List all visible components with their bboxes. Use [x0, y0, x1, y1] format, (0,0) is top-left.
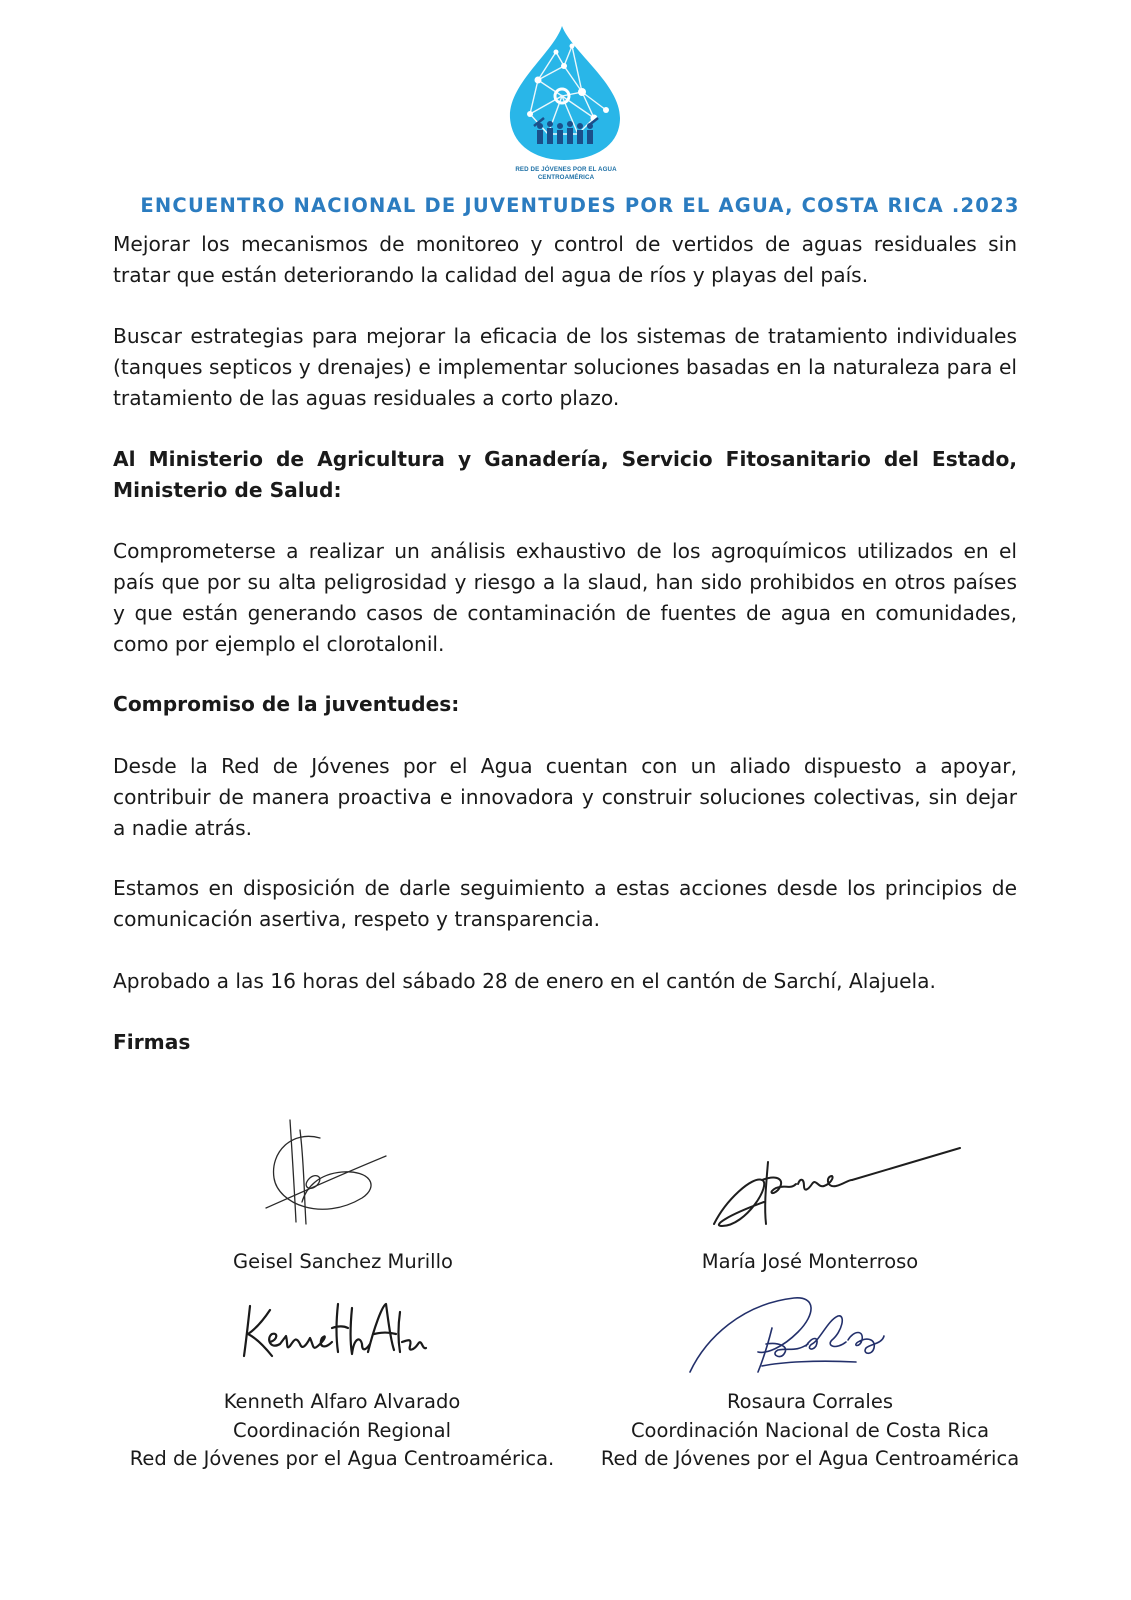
paragraph-line: Estamos en disposición de darle seguimiento a estas acciones desde los principios de	[113, 876, 1017, 900]
logo-text-line1: RED DE JÓVENES POR EL AGUA	[515, 166, 617, 173]
paragraph-line: a nadie atrás.	[113, 816, 253, 840]
logo-text-line2: CENTROAMÉRICA	[537, 174, 595, 181]
paragraph-line: (tanques septicos y drenajes) e implementar soluciones basadas en la naturaleza para el	[113, 355, 1017, 379]
paragraph-3	[113, 536, 1017, 660]
paragraph-line: como por ejemplo el clorotalonil.	[113, 632, 445, 656]
signatory-4-name: Rosaura Corrales	[727, 1390, 893, 1413]
paragraph-line: comunicación asertiva, respeto y transparencia.	[113, 907, 601, 931]
heading-line: Compromiso de la juventudes:	[113, 692, 460, 716]
paragraph-line: tratar que están deteriorando la calidad del agua de ríos y playas del país.	[113, 263, 869, 287]
signatory-1-name: Geisel Sanchez Murillo	[233, 1250, 453, 1273]
heading-line: Firmas	[113, 1030, 191, 1054]
heading-line: Al Ministerio de Agricultura y Ganadería, Servicio Fitosanitario del Estado,	[113, 447, 1017, 471]
logo	[502, 22, 630, 182]
signatory-3-org: Red de Jóvenes por el Agua Centroamérica.	[129, 1447, 555, 1470]
paragraph-line: Desde la Red de Jóvenes por el Agua cuentan con un aliado dispuesto a apoyar,	[113, 754, 1017, 778]
signatory-3-role: Coordinación Regional	[232, 1419, 451, 1442]
document-title: ENCUENTRO NACIONAL DE JUVENTUDES POR EL AGUA, COSTA RICA .2023	[140, 194, 1020, 217]
heading-signatures	[113, 1027, 1017, 1058]
paragraph-line: contribuir de manera proactiva e innovadora y construir soluciones colectivas, sin dejar	[113, 785, 1017, 809]
paragraph-line: país que por su alta peligrosidad y riesgo a la slaud, han sido prohibidos en otros países	[113, 570, 1017, 594]
signatory-4-org: Red de Jóvenes por el Agua Centroamérica	[600, 1447, 1020, 1470]
paragraph-4	[113, 751, 1017, 844]
signatory-4-role: Coordinación Nacional de Costa Rica	[630, 1419, 990, 1442]
signature-kenneth	[240, 1298, 430, 1364]
signatory-2-name: María José Monterroso	[701, 1250, 919, 1273]
heading-commitment	[113, 689, 1017, 720]
signature-geisel	[262, 1112, 392, 1230]
signature-maria-jose	[706, 1140, 966, 1236]
paragraph-6	[113, 966, 1017, 997]
paragraph-1	[113, 229, 1017, 291]
heading-line: Ministerio de Salud:	[113, 478, 342, 502]
paragraph-line: y que están generando casos de contaminación de fuentes de agua en comunidades,	[113, 601, 1017, 625]
signatory-3-name: Kenneth Alfaro Alvarado	[223, 1390, 461, 1413]
paragraph-5	[113, 873, 1017, 935]
paragraph-line: Buscar estrategias para mejorar la eficacia de los sistemas de tratamiento individuales	[113, 324, 1017, 348]
heading-ministries	[113, 444, 1017, 506]
paragraph-line: Comprometerse a realizar un análisis exhaustivo de los agroquímicos utilizados en el	[113, 539, 1017, 563]
paragraph-2	[113, 321, 1017, 414]
paragraph-line: tratamiento de las aguas residuales a corto plazo.	[113, 386, 620, 410]
paragraph-line: Mejorar los mecanismos de monitoreo y control de vertidos de aguas residuales sin	[113, 232, 1017, 256]
signature-rosaura	[686, 1292, 896, 1388]
paragraph-line: Aprobado a las 16 horas del sábado 28 de enero en el cantón de Sarchí, Alajuela.	[113, 969, 936, 993]
water-drop-network-logo-icon	[502, 22, 630, 162]
